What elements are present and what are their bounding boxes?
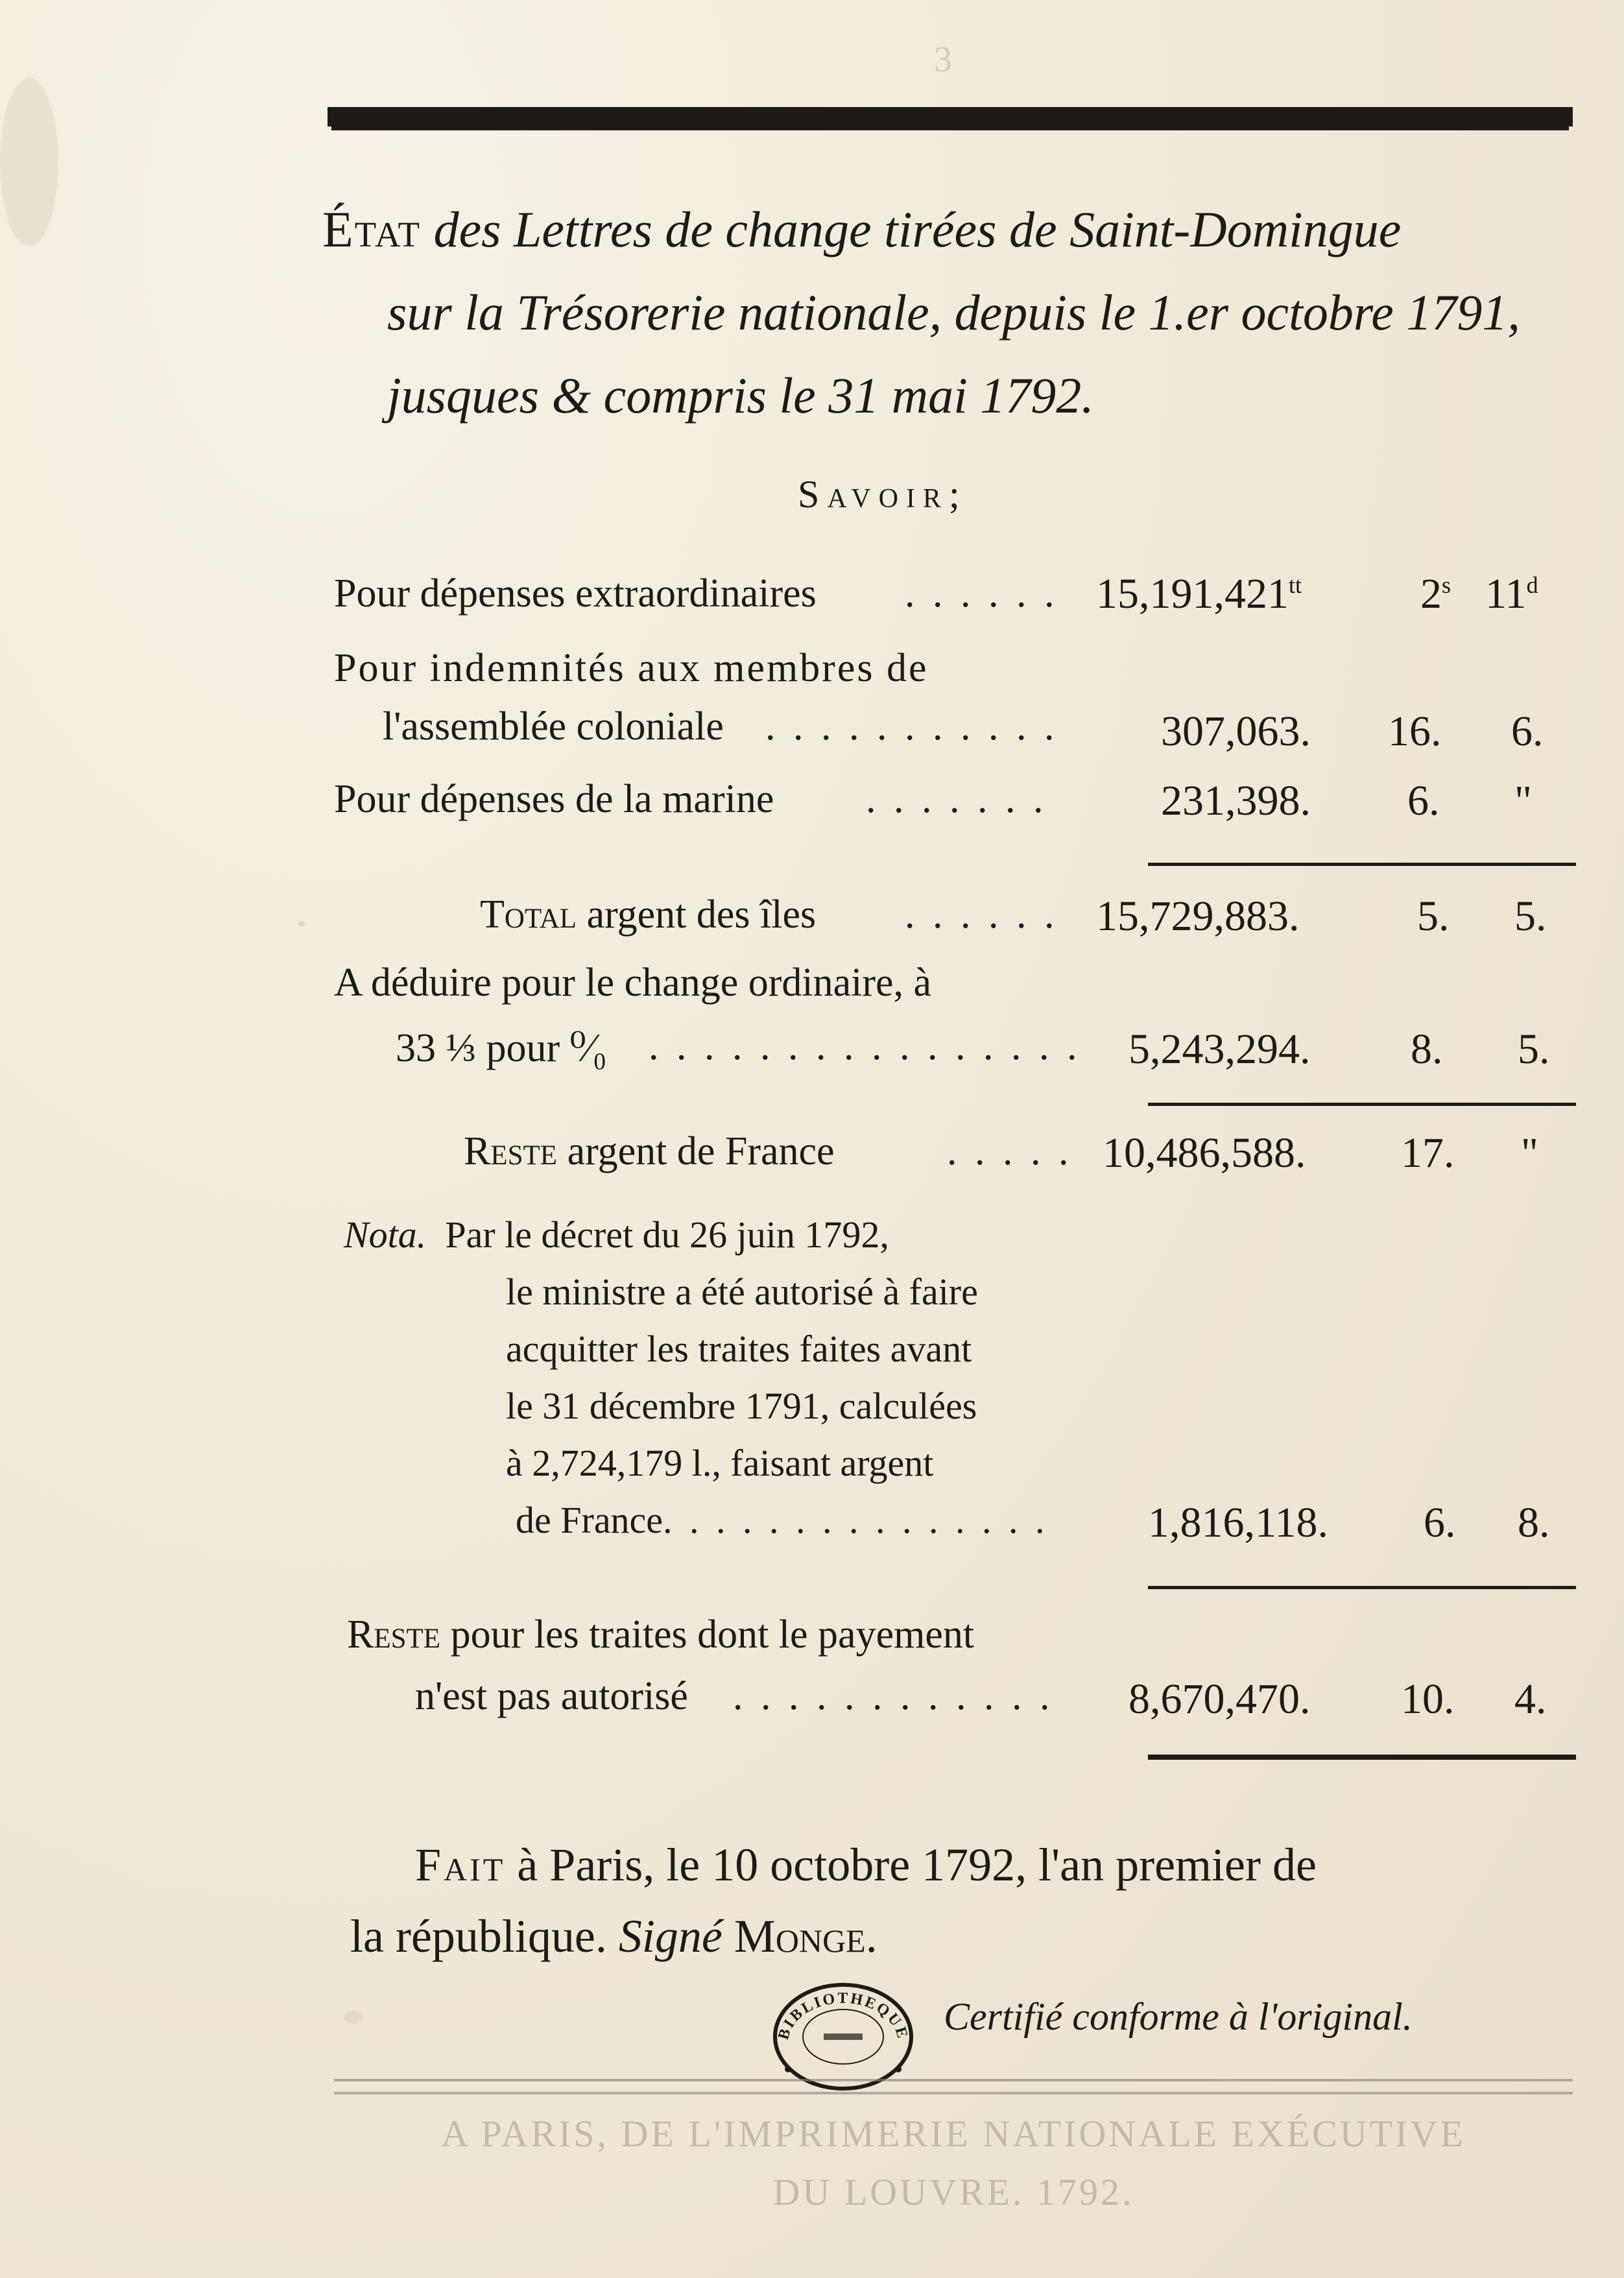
fait-signe: Signé [618, 1910, 722, 1962]
final-rule [1148, 1755, 1576, 1760]
row-leader: . . . . . . . . . . . . . . . . [649, 1024, 1081, 1068]
row-amount: 15,729,883. [1096, 893, 1300, 940]
nota-line: à 2,724,179 l., faisant argent [506, 1442, 934, 1484]
row-sous: 5. [1417, 893, 1450, 940]
total-label-sc: Total [480, 893, 577, 937]
nota-line: Par le décret du 26 juin 1792, [445, 1214, 889, 1256]
paper-stain [0, 78, 58, 246]
nota-line: acquitter les traites faites avant [506, 1328, 972, 1370]
title-etat: État [322, 201, 422, 258]
row-leader: . . . . . [947, 1129, 1073, 1173]
paper-speck [344, 2011, 363, 2024]
row-amount: 10,486,588. [1103, 1129, 1306, 1177]
nota-deniers: 8. [1518, 1499, 1550, 1546]
closing-statement [350, 1829, 1582, 1972]
row-amount: $15,191,421^{tt}$ [1096, 570, 1302, 617]
row-deniers: 5. [1514, 893, 1547, 940]
row-leader: . . . . . . . . . . . . [733, 1674, 1054, 1718]
row-label-cont: l'assemblée coloniale [383, 704, 724, 749]
savoir-heading: Savoir; [798, 473, 968, 516]
page-number: 3 [934, 40, 952, 80]
nota-leader: . . . . . . . . . . . . . . . [663, 1499, 1049, 1541]
row-amount: 307,063. [1161, 708, 1311, 755]
row-label-cont: 33 ⅓ pour ⁰⁄₀ [396, 1026, 607, 1070]
row-label: Pour indemnités aux membres de [334, 646, 929, 690]
row-sous: 8. [1411, 1025, 1443, 1073]
subtotal-rule [1148, 1586, 1576, 1589]
row-sous: 17. [1401, 1129, 1455, 1177]
row-label: Pour dépenses de la marine [334, 777, 774, 821]
row-label: Pour dépenses extraordinaires [334, 571, 817, 616]
fait-line1: à Paris, le 10 octobre 1792, l'an premier de [505, 1839, 1317, 1891]
nota-head: Nota. [344, 1214, 427, 1256]
row-leader: . . . . . . . . . . . [765, 704, 1058, 749]
imprint-line2: DU LOUVRE. 1792. [772, 2171, 1134, 2213]
fait-monge: Monge. [722, 1910, 878, 1962]
title-line3: jusques & compris le 31 mai 1792. [387, 367, 1094, 424]
nota-line: le 31 décembre 1791, calculées [506, 1385, 977, 1427]
row-sous: 10. [1401, 1675, 1455, 1723]
imprint-line1: A PARIS, DE L'IMPRIMERIE NATIONALE EXÉCUTIVE [441, 2113, 1466, 2155]
row-amount: 8,670,470. [1128, 1675, 1311, 1723]
paper-speck [298, 921, 305, 926]
row-deniers: " [1514, 777, 1532, 824]
row-deniers: 4. [1514, 1675, 1547, 1723]
row-sous: 6. [1407, 777, 1440, 824]
reste2-label-cont: n'est pas autorisé [415, 1674, 688, 1718]
row-deniers: " [1521, 1129, 1538, 1177]
row-label: A déduire pour le change ordinaire, à [334, 961, 932, 1005]
reste2-label-sc: Reste [347, 1613, 441, 1657]
nota-sous: 6. [1424, 1499, 1456, 1546]
row-deniers: 6. [1511, 708, 1544, 755]
nota-amount: 1,816,118. [1148, 1499, 1329, 1546]
row-amount: 231,398. [1161, 777, 1311, 824]
total-label: argent des îles [577, 893, 817, 937]
title-line2: sur la Trésorerie nationale, depuis le 1.er octobre 1791, [387, 284, 1520, 341]
row-amount: 5,243,294. [1128, 1025, 1311, 1073]
imprint-rule [334, 2079, 1573, 2094]
row-sous: 2$^s$ [1420, 570, 1451, 617]
fait-line2: la république. [350, 1910, 619, 1962]
document-title [322, 188, 1574, 437]
nota-line: de France [516, 1499, 663, 1541]
row-deniers: 11$^d$ [1485, 570, 1538, 617]
row-deniers: 5. [1518, 1025, 1550, 1073]
reste2-label: pour les traites dont le payement [440, 1613, 975, 1657]
reste-label: argent de France [557, 1129, 835, 1173]
nota-block [344, 1206, 1049, 1549]
subtotal-rule [1148, 1103, 1576, 1106]
printer-imprint [334, 2105, 1573, 2222]
reste-label-sc: Reste [464, 1129, 558, 1173]
row-sous: 16. [1388, 708, 1442, 755]
row-leader: . . . . . . [905, 893, 1058, 937]
title-line1: des Lettres de change tirées de Saint-Domingue [421, 201, 1402, 258]
row-leader: . . . . . . [905, 571, 1058, 616]
subtotal-rule [1148, 863, 1576, 866]
fait-sc: Fait [415, 1839, 506, 1891]
header-rule [328, 107, 1573, 126]
certification: Certifié conforme à l'original. [944, 1995, 1413, 2038]
nota-line: le ministre a été autorisé à faire [506, 1271, 978, 1313]
row-leader: . . . . . . . [866, 777, 1047, 821]
stamp-text: BIBLIOTHEQUE [775, 1989, 911, 2042]
